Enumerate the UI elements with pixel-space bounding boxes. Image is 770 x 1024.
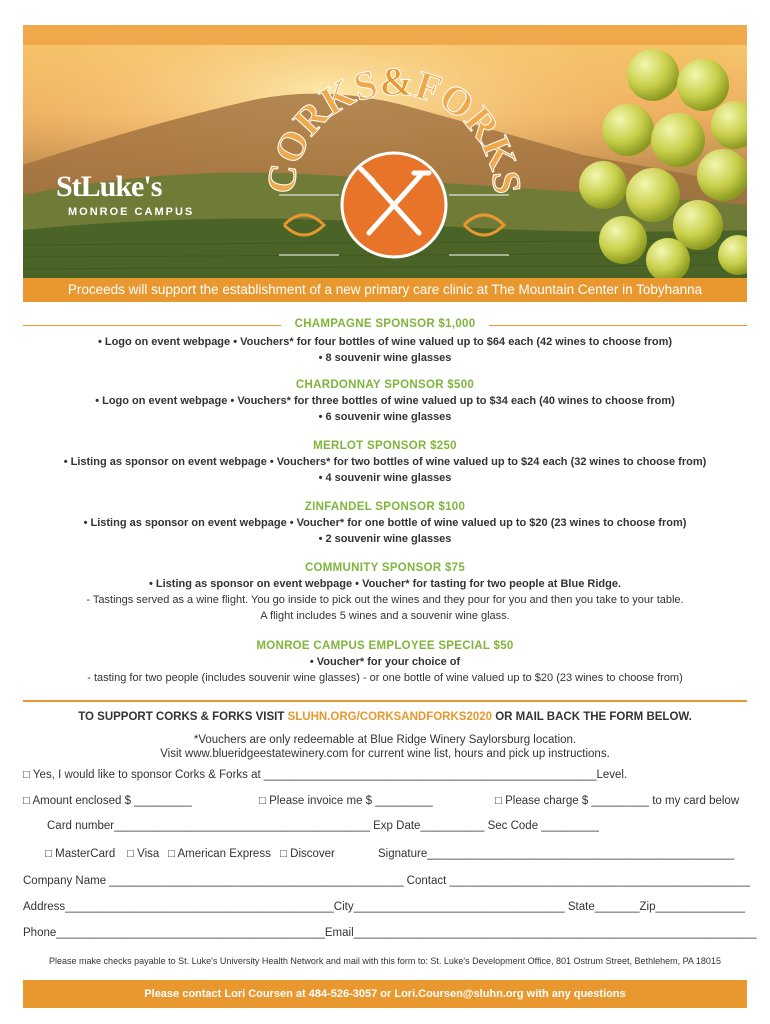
- company-contact-field[interactable]: Company Name ______________________________________________ Contact _______________________________________________: [23, 875, 751, 887]
- discover-option[interactable]: □ Discover: [280, 848, 335, 860]
- logo-name: StLuke's: [56, 170, 162, 203]
- support-prefix: TO SUPPORT CORKS & FORKS VISIT: [78, 711, 288, 723]
- st-lukes-logo: [56, 170, 194, 218]
- tier-employee-special: [23, 640, 747, 684]
- champagne-heading-row: [23, 318, 747, 332]
- charge-option[interactable]: □ Please charge $ _________ to my card below: [495, 795, 740, 807]
- tier-line: • Voucher* for your choice of: [309, 656, 461, 668]
- tier-chardonnay: [23, 379, 747, 423]
- support-suffix: OR MAIL BACK THE FORM BELOW.: [492, 711, 692, 723]
- signature-field[interactable]: Signature________________________________________________: [378, 848, 735, 860]
- proceeds-banner: Proceeds will support the establishment of a new primary care clinic at The Mountain Center in Tobyhanna: [23, 278, 747, 302]
- vouchers-note: [23, 734, 747, 760]
- hero-banner: [23, 45, 747, 278]
- invoice-option[interactable]: □ Please invoice me $ _________: [259, 795, 433, 807]
- section-divider: [23, 700, 747, 702]
- tier-line: • Listing as sponsor on event webpage • Voucher* for one bottle of wine valued up to $20 (23 wines to choose from): [83, 517, 687, 529]
- amex-option[interactable]: □ American Express: [168, 848, 271, 860]
- title-forks: FORKS: [410, 65, 531, 196]
- phone-email-field[interactable]: Phone__________________________________________Email_______________________________________________________________: [23, 927, 757, 939]
- tier-heading: ZINFANDEL SPONSOR $100: [304, 501, 466, 513]
- tier-line: • Listing as sponsor on event webpage • Vouchers* for two bottles of wine valued up to $24 each (32 wines to choose from): [63, 456, 707, 468]
- support-url-link[interactable]: SLUHN.ORG/CORKSANDFORKS2020: [287, 711, 493, 723]
- tier-line: • 4 souvenir wine glasses: [318, 472, 452, 484]
- tier-line: • 6 souvenir wine glasses: [318, 411, 452, 423]
- flourish-right-icon: [449, 195, 509, 255]
- tier-heading: COMMUNITY SPONSOR $75: [304, 562, 466, 574]
- title-corks: CORKS: [257, 65, 382, 197]
- tier-line: - tasting for two people (includes souvenir wine glasses) - or one bottle of wine valued up to $20 (23 wines to choose from): [87, 672, 683, 684]
- rule-right: [489, 325, 747, 326]
- flourish-left-icon: [279, 195, 339, 255]
- tier-line: • Logo on event webpage • Vouchers* for four bottles of wine valued up to $64 each (42 wines to choose from): [97, 336, 673, 348]
- card-number-field[interactable]: Card number________________________________________ Exp Date__________ Sec Code _________: [47, 820, 599, 832]
- tier-heading: CHAMPAGNE SPONSOR $1,000: [294, 318, 476, 330]
- tier-line: • Logo on event webpage • Vouchers* for three bottles of wine valued up to $34 each (40 wines to choose from): [95, 395, 675, 407]
- tier-line: A flight includes 5 wines and a souvenir wine glass.: [260, 610, 510, 622]
- corks-and-forks-emblem: [249, 65, 539, 275]
- top-color-bar: [23, 25, 747, 45]
- sponsor-level-field[interactable]: □ Yes, I would like to sponsor Corks & Forks at ____________________________________________________Level.: [23, 769, 628, 781]
- contact-bar: Please contact Lori Coursen at 484-526-3057 or Lori.Coursen@sluhn.org with any questions: [23, 980, 747, 1008]
- amount-enclosed-option[interactable]: □ Amount enclosed $ _________: [23, 795, 192, 807]
- vouchers-note-line: Visit www.blueridgeestatewinery.com for current wine list, hours and pick up instructions.: [160, 748, 610, 760]
- mail-instructions: Please make checks payable to St. Luke's University Health Network and mail with this form to: St. Luke's Development Office, 801 Ostrum Street, Bethlehem, PA 18015: [49, 956, 721, 966]
- address-field[interactable]: Address__________________________________________City_________________________________ State_______Zip______________: [23, 901, 746, 913]
- rule-left: [23, 325, 281, 326]
- logo-campus: MONROE CAMPUS: [68, 206, 195, 218]
- support-line: [23, 711, 747, 723]
- tier-heading: CHARDONNAY SPONSOR $500: [295, 379, 475, 391]
- tier-community: [23, 562, 747, 622]
- visa-option[interactable]: □ Visa: [127, 848, 160, 860]
- tier-line: - Tastings served as a wine flight. You go inside to pick out the wines and they pour for you and then you take to your table.: [86, 594, 684, 606]
- tier-merlot: [23, 440, 747, 484]
- tier-zinfandel: [23, 501, 747, 545]
- mastercard-option[interactable]: □ MasterCard: [45, 848, 116, 860]
- tier-champagne: [23, 336, 747, 364]
- tier-line: • Listing as sponsor on event webpage • Voucher* for tasting for two people at Blue Ridge.: [149, 578, 621, 590]
- tier-heading: MERLOT SPONSOR $250: [313, 440, 457, 452]
- tier-heading: MONROE CAMPUS EMPLOYEE SPECIAL $50: [256, 640, 514, 652]
- tier-line: • 8 souvenir wine glasses: [318, 352, 452, 364]
- title-ampersand: &: [379, 65, 414, 105]
- vouchers-note-line: *Vouchers are only redeemable at Blue Ridge Winery Saylorsburg location.: [193, 734, 577, 746]
- tier-line: • 2 souvenir wine glasses: [318, 533, 452, 545]
